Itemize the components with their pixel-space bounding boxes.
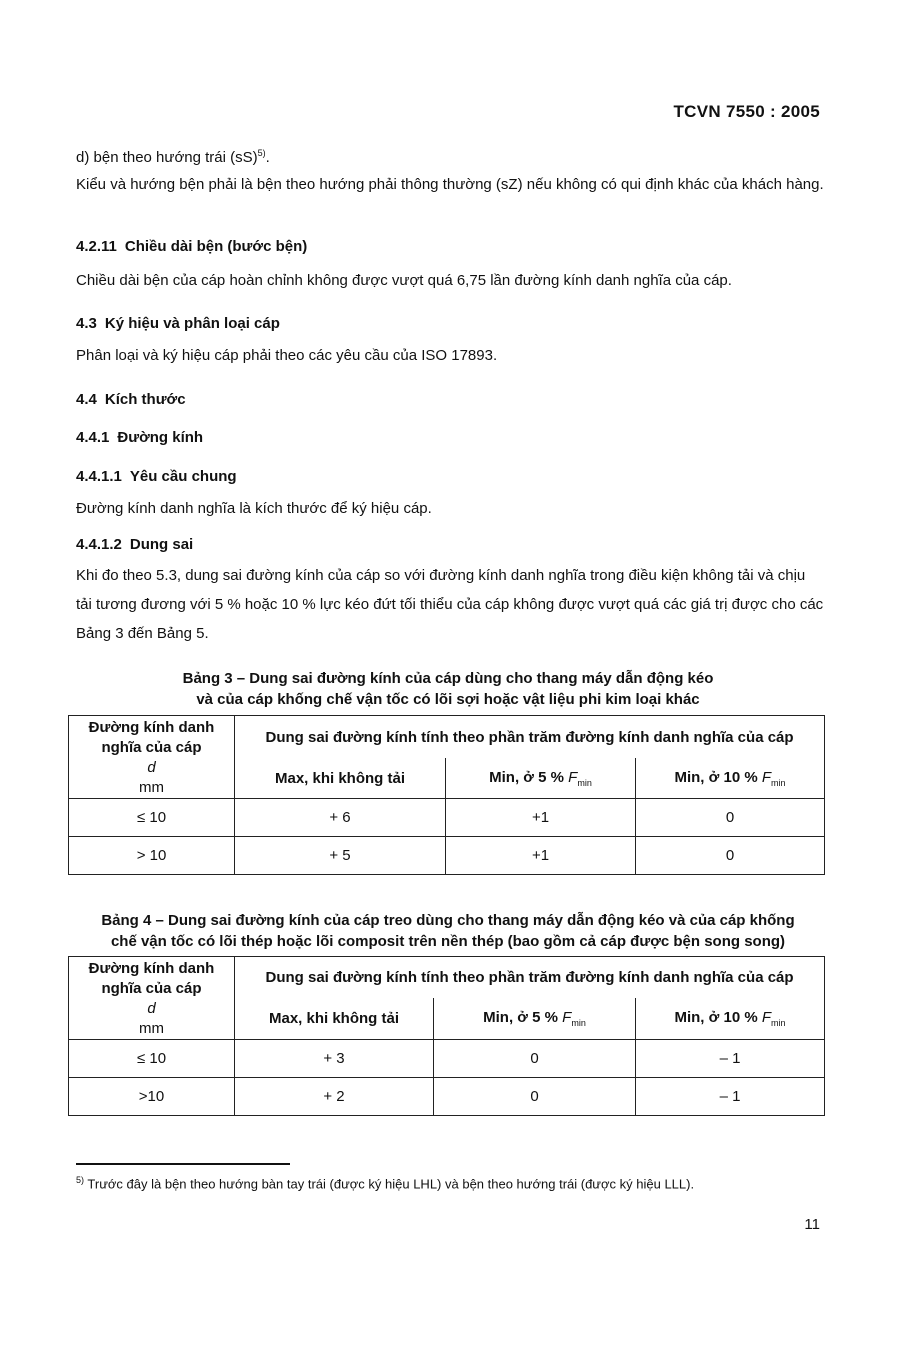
section-heading-4-2-11	[76, 238, 307, 255]
f-min-sub: min	[577, 777, 592, 788]
section-body-4-4-1-1: Đường kính danh nghĩa là kích thước để ký hiệu cáp.	[76, 500, 432, 517]
table4-cell-d: ≤ 10	[69, 1040, 235, 1078]
table-row	[69, 837, 825, 875]
footnote-ref: 5)	[257, 148, 266, 158]
page-number: 11	[804, 1216, 820, 1233]
table4-cell-min10: – 1	[636, 1078, 825, 1116]
section-body-4-4-1-2: Khi đo theo 5.3, dung sai đường kính của cáp so với đường kính danh nghĩa trong điều kiện không tải và chịu tải tương đương với 5 % hoặc 10 % lực kéo đứt tối thiểu của cáp không được vượt quá các giá trị được cho các Bảng 3 đến Bảng 5.	[76, 567, 824, 642]
table4-header-diameter	[69, 957, 235, 1040]
table4-header-min5	[434, 998, 636, 1040]
table4	[68, 956, 825, 1116]
table4-header-tolerance: Dung sai đường kính tính theo phần trăm đường kính danh nghĩa của cáp	[235, 957, 825, 999]
table4-min5-label: Min, ở 5 %	[483, 1009, 558, 1026]
table-row	[69, 1078, 825, 1116]
f-min-letter: F	[562, 1009, 572, 1026]
table-row	[69, 1040, 825, 1078]
footnote	[76, 1175, 694, 1191]
table3-header-diameter	[69, 716, 235, 799]
table3-cell-max: + 6	[235, 799, 446, 837]
section-title: Chiều dài bện (bước bện)	[124, 238, 308, 255]
f-min-sub: min	[771, 777, 786, 788]
table3-cell-d: > 10	[69, 837, 235, 875]
table4-header-max: Max, khi không tải	[235, 998, 434, 1040]
section-heading-4-4-1-2	[76, 536, 193, 553]
table3-cell-max: + 5	[235, 837, 446, 875]
section-number: 4.4.1.2	[76, 536, 122, 553]
table4-col1-line1: Đường kính danh	[88, 960, 215, 977]
list-item-d-end: .	[265, 149, 270, 166]
f-min-letter: F	[761, 1009, 772, 1026]
table4-cell-min5: 0	[434, 1040, 636, 1078]
table3-cell-min10: 0	[636, 837, 825, 875]
section-title: Kích thước	[104, 391, 186, 408]
standard-id: TCVN 7550 : 2005	[673, 102, 820, 121]
section-heading-4-4-1-1	[76, 468, 237, 485]
table4-col1-unit: mm	[139, 1020, 164, 1037]
table3-cell-min5: +1	[446, 837, 636, 875]
section-title: Yêu cầu chung	[129, 468, 237, 485]
section-number: 4.4.1.1	[76, 468, 122, 485]
table4-header-min10	[636, 998, 825, 1040]
section-body-4-3: Phân loại và ký hiệu cáp phải theo các yêu cầu của ISO 17893.	[76, 347, 498, 364]
section-title: Ký hiệu và phân loại cáp	[104, 315, 280, 332]
section-body-4-2-11: Chiều dài bện của cáp hoàn chỉnh không được vượt quá 6,75 lần đường kính danh nghĩa của cáp.	[76, 272, 732, 289]
f-min-symbol	[562, 1009, 586, 1026]
table3-header-tolerance: Dung sai đường kính tính theo phần trăm đường kính danh nghĩa của cáp	[235, 716, 825, 759]
table3-col1-line2: nghĩa của cáp	[101, 739, 202, 756]
table3-cell-min10: 0	[636, 799, 825, 837]
table3-header-min5	[446, 758, 636, 798]
f-min-letter: F	[568, 768, 578, 786]
section-heading-4-3	[76, 315, 280, 332]
section-heading-4-4	[76, 391, 186, 408]
table4-col1-symbol: d	[147, 1000, 156, 1017]
table4-caption-line2: chế vận tốc có lõi thép hoặc lõi composit trên nền thép (bao gồm cả cáp được bện song song)	[110, 933, 786, 950]
table4-cell-d: >10	[69, 1078, 235, 1116]
f-min-sub: min	[571, 1018, 586, 1028]
section-title: Dung sai	[129, 536, 194, 553]
table3-header-min10	[636, 758, 825, 798]
footnote-divider	[76, 1163, 290, 1165]
paragraph-direction: Kiểu và hướng bện phải là bện theo hướng phải thông thường (sZ) nếu không có qui định khác của khách hàng.	[76, 176, 824, 193]
table3-min5-label: Min, ở 5 %	[489, 768, 564, 786]
section-number: 4.4	[76, 391, 97, 408]
table4-caption	[60, 910, 836, 952]
list-item-d	[76, 139, 824, 172]
table3-caption-line2: và của cáp khống chế vận tốc có lõi sợi hoặc vật liệu phi kim loại khác	[196, 691, 700, 708]
table3-col1-line1: Đường kính danh	[88, 719, 215, 736]
section-title: Đường kính	[117, 429, 204, 446]
table4-cell-min10: – 1	[636, 1040, 825, 1078]
f-min-symbol	[762, 1009, 786, 1026]
table-row	[69, 799, 825, 837]
list-item-d-text: d) bện theo hướng trái (sS)	[76, 149, 258, 166]
table4-caption-line1: Bảng 4 – Dung sai đường kính của cáp treo dùng cho thang máy dẫn động kéo và của cáp khống	[101, 912, 795, 929]
table3-caption	[60, 668, 836, 710]
table3-header-max: Max, khi không tải	[235, 758, 446, 798]
table3-caption-line1: Bảng 3 – Dung sai đường kính của cáp dùng cho thang máy dẫn động kéo	[182, 670, 714, 687]
f-min-letter: F	[761, 768, 772, 786]
footnote-marker: 5)	[76, 1175, 85, 1185]
table3-min10-label: Min, ở 10 %	[674, 768, 758, 786]
section-number: 4.3	[76, 315, 97, 332]
table3-cell-d: ≤ 10	[69, 799, 235, 837]
table3-cell-min5: +1	[446, 799, 636, 837]
section-number: 4.4.1	[76, 429, 110, 446]
table3	[68, 715, 825, 875]
table4-min10-label: Min, ở 10 %	[674, 1009, 758, 1026]
section-number: 4.2.11	[76, 238, 117, 255]
f-min-symbol	[568, 769, 592, 786]
table3-col1-symbol: d	[147, 759, 156, 776]
footnote-text: Trước đây là bện theo hướng bàn tay trái (được ký hiệu LHL) và bện theo hướng trái (được ký hiệu LLL).	[87, 1176, 695, 1192]
table3-col1-unit: mm	[139, 779, 164, 796]
table4-cell-max: + 3	[235, 1040, 434, 1078]
table4-cell-max: + 2	[235, 1078, 434, 1116]
table4-cell-min5: 0	[434, 1078, 636, 1116]
f-min-symbol	[762, 769, 786, 786]
section-heading-4-4-1	[76, 429, 203, 446]
f-min-sub: min	[771, 1018, 786, 1028]
table4-col1-line2: nghĩa của cáp	[101, 980, 202, 997]
